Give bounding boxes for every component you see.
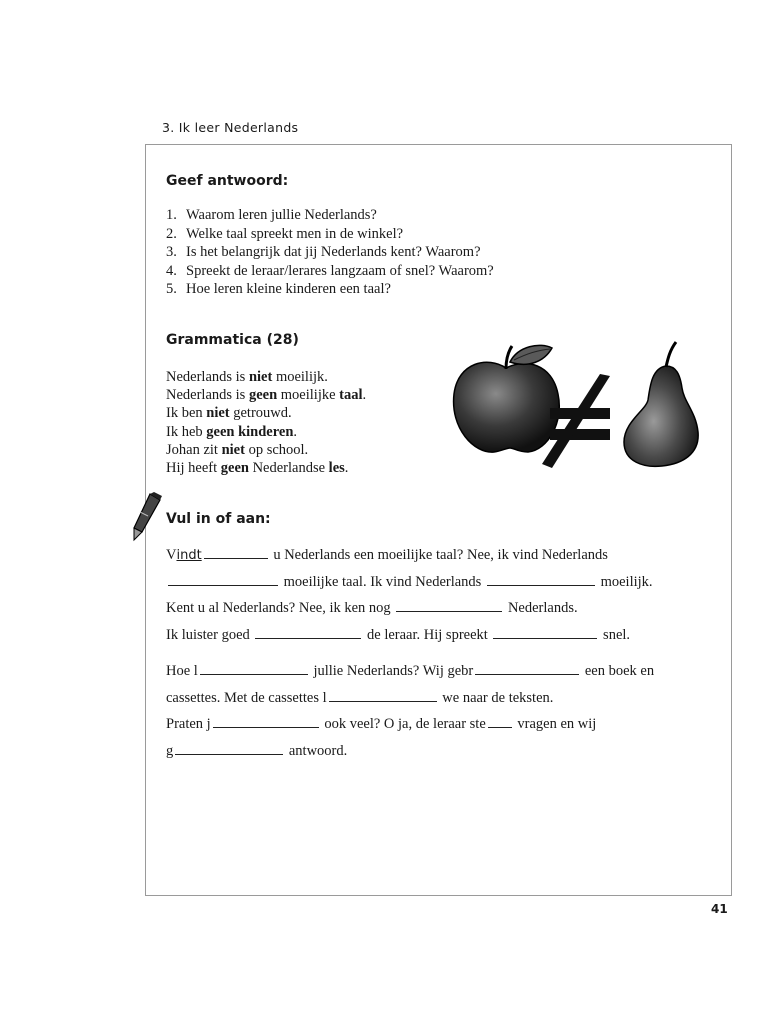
answer-blank[interactable] [204, 545, 268, 559]
apple-icon [454, 345, 560, 452]
grammar-line: Ik heb geen kinderen. [166, 423, 298, 440]
exercise-line-5: Hoe l jullie Nederlands? Wij gebr een boek en [166, 663, 655, 679]
page-number: 41 [711, 902, 728, 916]
exercise-line-8: g antwoord. [166, 743, 348, 759]
question-item: 4. Spreekt de leraar/lerares langzaam of snel? Waarom? [166, 262, 494, 279]
pear-icon [624, 342, 698, 466]
answer-blank[interactable] [488, 714, 512, 728]
grammar-line: Ik ben niet getrouwd. [166, 405, 292, 422]
question-item: 5. Hoe leren kleine kinderen een taal? [166, 281, 391, 297]
answer-blank[interactable] [329, 688, 437, 702]
grammar-line: Hij heeft geen Nederlandse les. [166, 460, 349, 477]
apple-not-equal-pear-illustration [448, 336, 700, 472]
questions-heading: Geef antwoord: [166, 173, 289, 189]
question-item: 2. Welke taal spreekt men in de winkel? [166, 225, 404, 242]
answer-blank[interactable] [200, 661, 308, 675]
answer-blank[interactable] [487, 572, 595, 586]
exercise-line-2: moeilijke taal. Ik vind Nederlands moeilijk. [166, 572, 653, 591]
exercise-line-4: Ik luister goed de leraar. Hij spreekt snel. [166, 627, 631, 643]
exercise-line-7: Praten j ook veel? O ja, de leraar ste vragen en wij [166, 716, 597, 732]
exercise-line-3: Kent u al Nederlands? Nee, ik ken nog Nederlands. [166, 600, 578, 616]
answer-blank[interactable] [396, 598, 502, 612]
exercise-line-6: cassettes. Met de cassettes l we naar de teksten. [166, 690, 554, 706]
answer-blank[interactable] [493, 625, 597, 639]
answer-blank[interactable] [213, 714, 319, 728]
grammar-examples [166, 368, 366, 477]
exercise-heading: Vul in of aan: [166, 511, 271, 527]
answer-blank[interactable] [255, 625, 361, 639]
answer-blank[interactable] [175, 741, 283, 755]
question-item: 3. Is het belangrijk dat jij Nederlands kent? Waarom? [166, 244, 481, 260]
handwritten-answer: indt [176, 548, 202, 563]
answer-blank[interactable] [475, 661, 579, 675]
grammar-line: Johan zit niet op school. [166, 441, 309, 458]
grammar-heading: Grammatica (28) [166, 332, 299, 348]
chapter-header: 3. Ik leer Nederlands [162, 120, 299, 135]
exercise-line-1: Vindt u Nederlands een moeilijke taal? Nee, ik vind Nederlands [166, 547, 608, 563]
answer-blank[interactable] [168, 572, 278, 586]
grammar-line: Nederlands is geen moeilijke taal. [166, 387, 367, 404]
question-list [166, 206, 494, 299]
pencil-icon [128, 492, 164, 542]
question-item: 1. Waarom leren jullie Nederlands? [166, 207, 377, 223]
grammar-line: Nederlands is niet moeilijk. [166, 369, 328, 385]
